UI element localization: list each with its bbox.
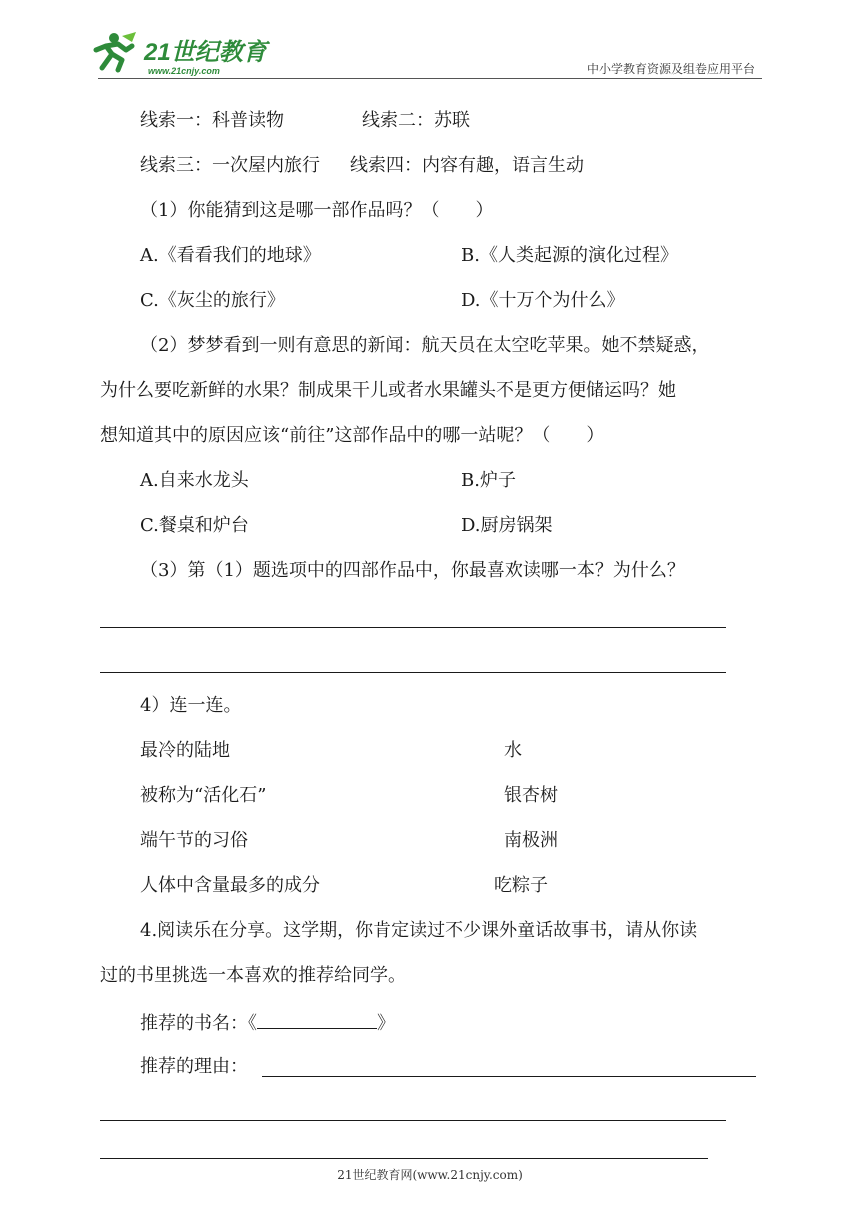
footer-divider (100, 1158, 708, 1159)
reason-answer-line[interactable] (262, 1076, 756, 1077)
logo (92, 28, 272, 80)
q1-option-a: A.《看看我们的地球》 (140, 245, 321, 266)
logo-runner-icon (92, 28, 272, 80)
clue-1: 线索一：科普读物 (140, 110, 284, 131)
clue-4: 线索四：内容有趣，语言生动 (350, 155, 584, 176)
q4-stem: 4）连一连。 (140, 695, 242, 716)
q1-option-b: B.《人类起源的演化过程》 (461, 245, 678, 266)
header-divider (98, 78, 762, 79)
q2-option-d: D.厨房锅架 (461, 515, 553, 536)
reason-label: 推荐的理由： (140, 1056, 248, 1077)
page-header (0, 0, 860, 90)
book-name-blank[interactable] (257, 1012, 377, 1029)
answer-line[interactable] (100, 672, 726, 673)
match-left-item[interactable]: 最冷的陆地 (140, 740, 230, 761)
answer-line[interactable] (100, 627, 726, 628)
q2-option-a: A.自来水龙头 (140, 470, 249, 491)
q2-line-1: （2）梦梦看到一则有意思的新闻：航天员在太空吃苹果。她不禁疑惑， (140, 335, 710, 356)
q2-option-c: C.餐桌和炉台 (140, 515, 249, 536)
logo-url: www.21cnjy.com (148, 66, 220, 76)
match-left-item[interactable]: 端午节的习俗 (140, 830, 248, 851)
book-name-row (140, 1012, 395, 1033)
clue-3: 线索三：一次屋内旅行 (140, 155, 320, 176)
match-left-item[interactable]: 被称为“活化石” (140, 785, 267, 806)
q3-stem: （3）第（1）题选项中的四部作品中，你最喜欢读哪一本？为什么？ (140, 560, 685, 581)
match-right-item[interactable]: 银杏树 (504, 785, 558, 806)
book-name-label: 推荐的书名：《 (140, 1013, 257, 1034)
match-left-item[interactable]: 人体中含量最多的成分 (140, 875, 320, 896)
q2-option-b: B.炉子 (461, 470, 516, 491)
header-platform-text: 中小学教育资源及组卷应用平台 (586, 62, 755, 76)
clue-2: 线索二：苏联 (362, 110, 470, 131)
match-right-item[interactable]: 水 (504, 740, 522, 761)
q1-option-c: C.《灰尘的旅行》 (140, 290, 285, 311)
q1-option-d: D.《十万个为什么》 (461, 290, 625, 311)
match-right-item[interactable]: 吃粽子 (494, 875, 548, 896)
answer-line[interactable] (100, 1120, 726, 1121)
q5-line-1: 4.阅读乐在分享。这学期，你肯定读过不少课外童话故事书，请从你读 (140, 920, 698, 941)
page-footer: 21世纪教育网(www.21cnjy.com) (337, 1168, 523, 1182)
q1-stem: （1）你能猜到这是哪一部作品吗？（ ） (140, 200, 494, 221)
reason-row (140, 1058, 248, 1076)
q2-line-2: 为什么要吃新鲜的水果？制成果干儿或者水果罐头不是更方便储运吗？她 (100, 380, 676, 401)
q2-line-3: 想知道其中的原因应该“前往”这部作品中的哪一站呢？（ ） (100, 425, 605, 446)
logo-text: 21世纪教育 (144, 39, 267, 66)
book-name-close: 》 (377, 1013, 395, 1034)
q5-line-2: 过的书里挑选一本喜欢的推荐给同学。 (100, 965, 406, 986)
match-right-item[interactable]: 南极洲 (504, 830, 558, 851)
